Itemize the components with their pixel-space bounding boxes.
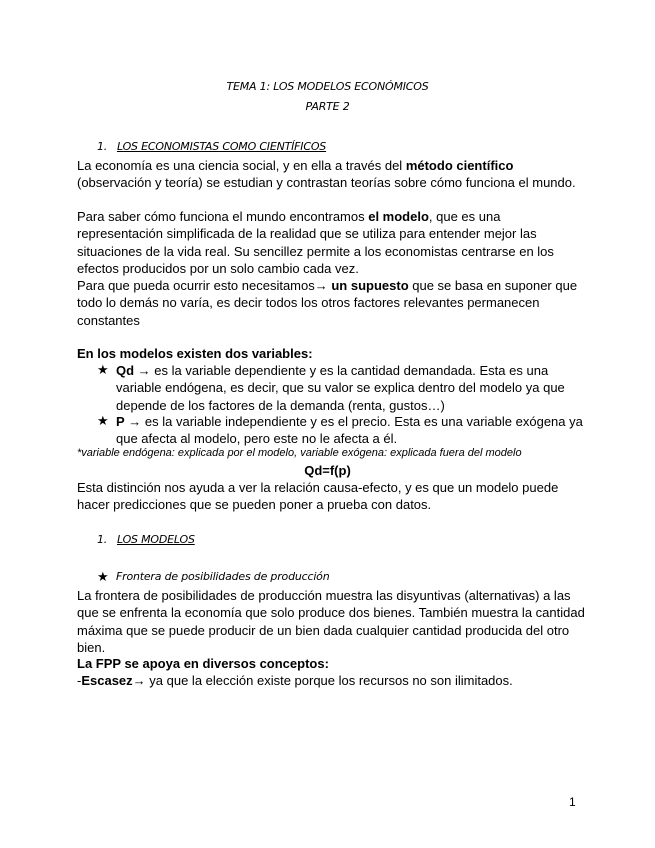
- bullet-qd: [116, 362, 584, 414]
- star-icon: ★: [97, 569, 109, 584]
- text: La economía es una ciencia social, y en ella a través del: [77, 158, 406, 173]
- bold-term: P: [116, 414, 125, 429]
- paragraph-model: [77, 208, 587, 277]
- subheading-fpp: Frontera de posibilidades de producción: [116, 570, 330, 583]
- document-subtitle: PARTE 2: [305, 100, 350, 113]
- bold-term: el modelo: [368, 209, 429, 224]
- paragraph-causality: Esta distinción nos ayuda a ver la relación causa-efecto, y es que un modelo puede hacer predicciones que se pueden poner a prueba con datos.: [77, 480, 559, 513]
- paragraph-fpp: La frontera de posibilidades de producción muestra las disyuntivas (alternativas) a las que se enfrenta la economía que solo produce dos bienes. También muestra la cantidad máxima que se puede producir de un bien dada cualquier cantidad producida del otro bien.: [77, 588, 585, 655]
- text: -: [77, 673, 82, 688]
- star-icon: ★: [97, 413, 109, 428]
- text: que se basa en suponer que todo lo demás no varía, es decir todos los otros factores relevantes permanecen constantes: [77, 278, 578, 328]
- section-title: LOS MODELOS: [117, 533, 195, 546]
- fpp-concepts-heading: La FPP se apoya en diversos conceptos:: [77, 656, 329, 671]
- section-heading: [97, 533, 195, 546]
- text: → ya que la elección existe porque los recursos no son ilimitados.: [132, 673, 513, 688]
- variable-note: *variable endógena: explicada por el modelo, variable exógena: explicada fuera del modelo: [77, 447, 522, 459]
- text: Para que pueda ocurrir esto necesitamos→: [77, 278, 332, 293]
- text: , que es una representación simplificada de la realidad que se utiliza para entender mejor las situaciones de la vida real. Su sencillez permite a los economistas centrarse en los efectos producidos por un solo cambio cada vez.: [77, 209, 554, 276]
- text: (observación y teoría) se estudian y contrastan teorías sobre cómo funciona el mundo.: [77, 175, 576, 191]
- section-title: LOS ECONOMISTAS COMO CIENTÍFICOS: [117, 140, 327, 153]
- section-number: 1.: [97, 140, 108, 153]
- paragraph-intro: [77, 157, 587, 192]
- text: → es la variable independiente y es el precio. Esta es una variable exógena ya que afecta al modelo, pero este no le afecta a él.: [116, 414, 583, 447]
- bold-term: método científico: [405, 158, 514, 173]
- bold-term: un supuesto: [331, 278, 409, 293]
- bullet-p: [116, 413, 584, 448]
- bold-term: Qd: [116, 363, 135, 378]
- section-number: 1.: [97, 533, 108, 546]
- star-icon: ★: [97, 362, 109, 377]
- variables-heading: En los modelos existen dos variables:: [77, 346, 313, 361]
- text: → es la variable dependiente y es la cantidad demandada. Esta es una variable endógena, es decir, que su valor se explica dentro del modelo ya que depende de los factores de la demanda (renta, gustos…): [116, 363, 565, 413]
- formula: Qd=f(p): [304, 463, 351, 478]
- scarcity-line: [77, 672, 587, 689]
- section-heading: [97, 140, 326, 153]
- page-number: 1: [569, 795, 576, 809]
- bold-term: Escasez: [81, 673, 133, 688]
- document-title: TEMA 1: LOS MODELOS ECONÓMICOS: [226, 80, 429, 93]
- paragraph-assumption: [77, 277, 587, 329]
- text: Para saber cómo funciona el mundo encontramos: [77, 209, 369, 224]
